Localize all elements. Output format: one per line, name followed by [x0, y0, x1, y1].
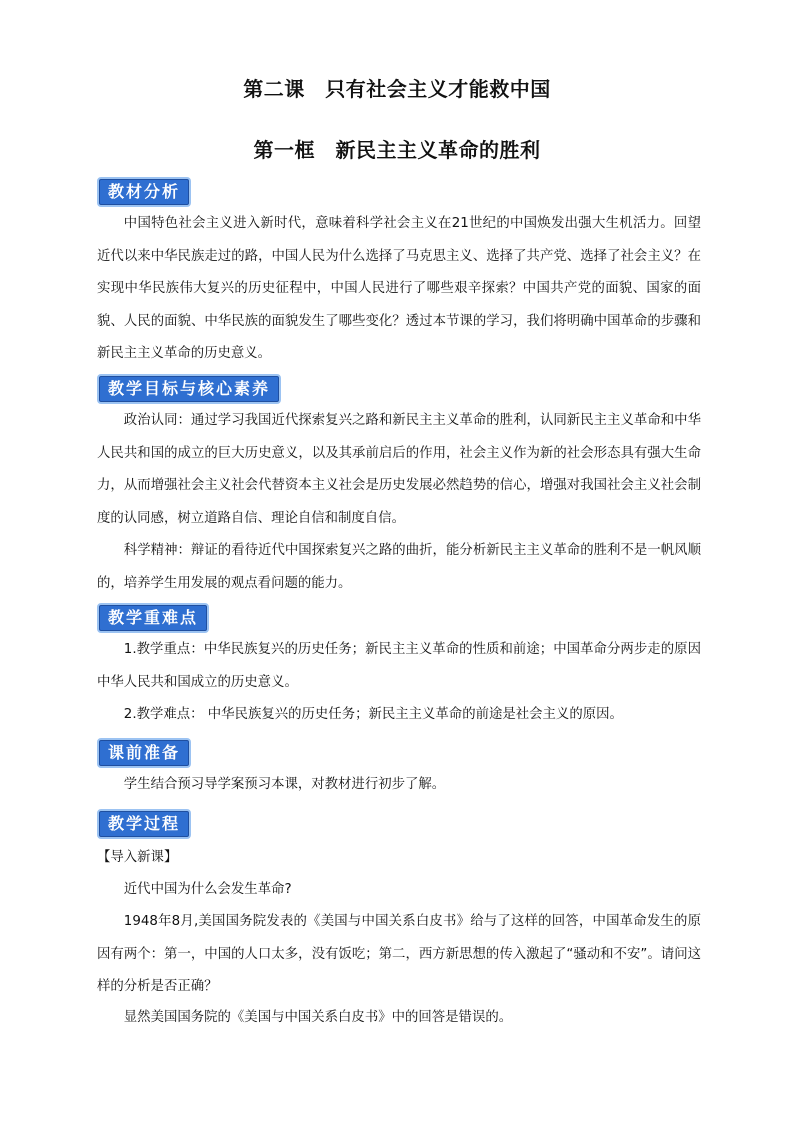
process-paragraph-whitepaper: 1948年8月,美国国务院发表的《美国与中国关系白皮书》给与了这样的回答，中国革命发生的原因有两个：第一，中国的人口太多，没有饭吃；第二，西方新思想的传入激起了“骚动和不安”。请问这样的分析是否正确？	[97, 914, 701, 994]
section-title: 第一框 新民主主义革命的胜利	[253, 138, 541, 162]
lesson-title: 第二课 只有社会主义才能救中国	[243, 77, 551, 101]
process-paragraph-question: 近代中国为什么会发生革命?	[123, 882, 292, 897]
process-paragraph-conclusion: 显然美国国务院的《美国与中国关系白皮书》中的回答是错误的。	[123, 1010, 513, 1025]
preparation-paragraph: 学生结合预习导学案预习本课，对教材进行初步了解。	[123, 777, 446, 792]
badge-preparation: 课前准备	[97, 738, 191, 768]
objectives-paragraph-science: 科学精神：辩证的看待近代中国探索复兴之路的曲折，能分析新民主主义革命的胜利不是一帆风顺的，培养学生用发展的观点看问题的能力。	[97, 543, 701, 591]
process-subheading: 【导入新课】	[97, 850, 178, 865]
analysis-paragraph: 中国特色社会主义进入新时代，意味着科学社会主义在21世纪的中国焕发出强大生机活力。回望近代以来中华民族走过的路，中国人民为什么选择了马克思主义、选择了共产党、选择了社会主义？在实现中华民族伟大复兴的历史征程中，中国人民进行了哪些艰辛探索？中国共产党的面貌、国家的面貌、人民的面貌、中华民族的面貌发生了哪些变化？透过本节课的学习，我们将明确中国革命的步骤和新民主主义革命的历史意义。	[97, 216, 701, 361]
badge-key-points: 教学重难点	[97, 603, 209, 633]
objectives-paragraph-political: 政治认同：通过学习我国近代探索复兴之路和新民主主义革命的胜利，认同新民主主义革命和中华人民共和国的成立的巨大历史意义，以及其承前启后的作用，社会主义作为新的社会形态具有强大生命力，从而增强社会主义社会代替资本主义社会是历史发展必然趋势的信心，增强对我国社会主义社会制度的认同感，树立道路自信、理论自信和制度自信。	[97, 413, 701, 526]
badge-process: 教学过程	[97, 809, 191, 839]
badge-objectives: 教学目标与核心素养	[97, 374, 281, 404]
key-points-paragraph-focus: 1.教学重点：中华民族复兴的历史任务；新民主主义革命的性质和前途；中国革命分两步走的原因中华人民共和国成立的历史意义。	[97, 642, 701, 690]
badge-analysis: 教材分析	[97, 177, 191, 207]
key-points-paragraph-difficulty: 2.教学难点： 中华民族复兴的历史任务；新民主主义革命的前途是社会主义的原因。	[123, 707, 623, 722]
